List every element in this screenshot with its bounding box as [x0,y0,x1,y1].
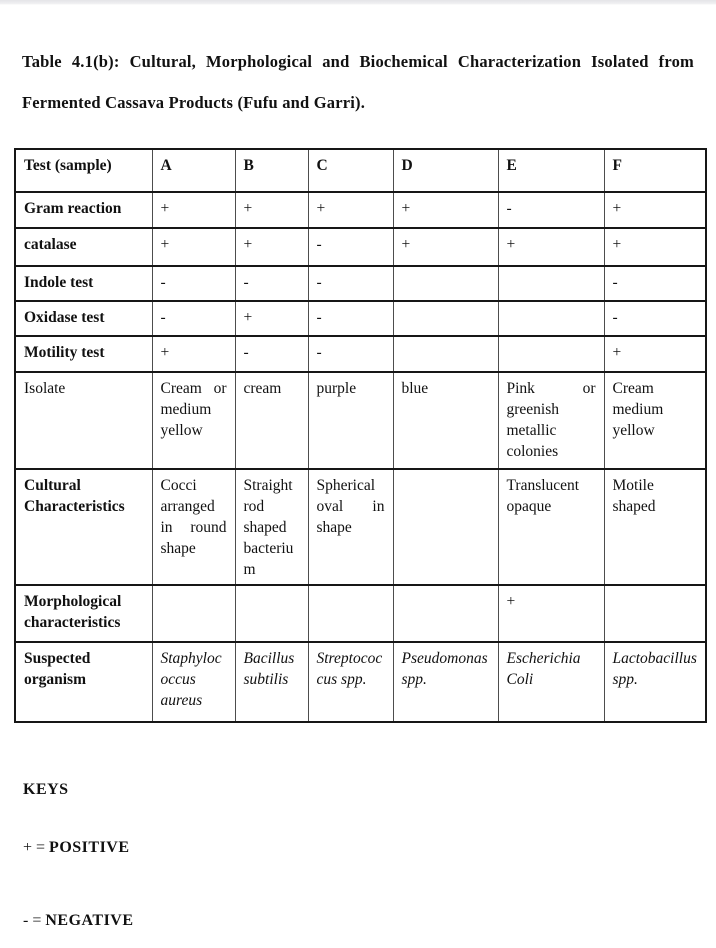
table-row [15,266,706,301]
row-label: catalase [15,228,152,266]
table-cell: - [308,336,393,372]
table-cell [235,585,308,642]
table-cell: + [604,228,706,266]
table-cell [393,266,498,301]
table-cell: - [235,336,308,372]
table-cell: blue [393,372,498,469]
key-positive-symbol: + = [23,839,50,856]
scan-top-edge [0,0,716,5]
table-cell [498,266,604,301]
column-header-sample-E: E [498,149,604,192]
table-cell: + [152,192,235,228]
table-cell: Pseudomonas spp. [393,642,498,722]
table-cell [393,301,498,336]
key-negative-symbol: - = [23,912,46,929]
table-row [15,192,706,228]
key-negative [23,912,716,930]
row-label: Isolate [15,372,152,469]
table-cell: + [152,336,235,372]
key-positive-label: POSITIVE [49,839,130,856]
table-row [15,301,706,336]
column-header-sample-B: B [235,149,308,192]
column-header-sample-F: F [604,149,706,192]
table-cell [498,301,604,336]
keys-heading: KEYS [23,781,69,798]
column-header-test-sample: Test (sample) [15,149,152,192]
table-cell: + [393,192,498,228]
table-cell: - [308,266,393,301]
table-cell: + [235,228,308,266]
column-header-sample-C: C [308,149,393,192]
table-cell: Streptococcus spp. [308,642,393,722]
table-cell: - [604,301,706,336]
table-cell [393,469,498,585]
table-row [15,469,706,585]
table-cell: - [308,228,393,266]
table-caption [22,41,694,123]
table-cell: + [152,228,235,266]
row-label: Indole test [15,266,152,301]
row-label: Suspected organism [15,642,152,722]
table-cell: - [235,266,308,301]
table-cell: Lactobacillus spp. [604,642,706,722]
table-cell: Translucent opaque [498,469,604,585]
table-cell: + [308,192,393,228]
table-cell: Cream medium yellow [604,372,706,469]
table-cell: + [604,336,706,372]
key-positive [23,839,716,857]
table-cell: - [308,301,393,336]
table-row [15,585,706,642]
characterization-table-body [15,149,706,722]
table-row [15,372,706,469]
row-label: Oxidase test [15,301,152,336]
table-cell: Staphylococcus aureus [152,642,235,722]
table-cell: Pink or greenish metallic colonies [498,372,604,469]
table-cell [498,336,604,372]
table-cell: - [152,301,235,336]
table-row [15,336,706,372]
column-header-sample-D: D [393,149,498,192]
row-label: Cultural Characteristics [15,469,152,585]
key-negative-label: NEGATIVE [45,912,134,929]
table-cell: Motile shaped [604,469,706,585]
table-cell: + [235,301,308,336]
table-cell: Cocci arranged in round shape [152,469,235,585]
table-caption-line2: Fermented Cassava Products (Fufu and Garri). [22,93,366,112]
table-cell: Escherichia Coli [498,642,604,722]
table-row [15,228,706,266]
column-header-sample-A: A [152,149,235,192]
table-cell: cream [235,372,308,469]
table-cell: + [498,585,604,642]
table-cell [604,585,706,642]
table-cell: Bacillus subtilis [235,642,308,722]
table-row [15,642,706,722]
table-cell: - [498,192,604,228]
table-cell [152,585,235,642]
table-cell: + [235,192,308,228]
table-cell: - [604,266,706,301]
table-cell: + [604,192,706,228]
table-cell [308,585,393,642]
table-cell: Spherical oval in shape [308,469,393,585]
row-label: Morphological characteristics [15,585,152,642]
table-cell: Cream or medium yellow [152,372,235,469]
row-label: Gram reaction [15,192,152,228]
table-cell: - [152,266,235,301]
table-cell: purple [308,372,393,469]
row-label: Motility test [15,336,152,372]
table-caption-line1: Table 4.1(b): Cultural, Morphological and Biochemical Characterization Isolated from [22,52,694,71]
table-cell [393,336,498,372]
characterization-table [14,148,707,723]
table-header-row [15,149,706,192]
table-cell: + [393,228,498,266]
table-cell: + [498,228,604,266]
table-cell [393,585,498,642]
table-cell: Straight rod shaped bacterium [235,469,308,585]
